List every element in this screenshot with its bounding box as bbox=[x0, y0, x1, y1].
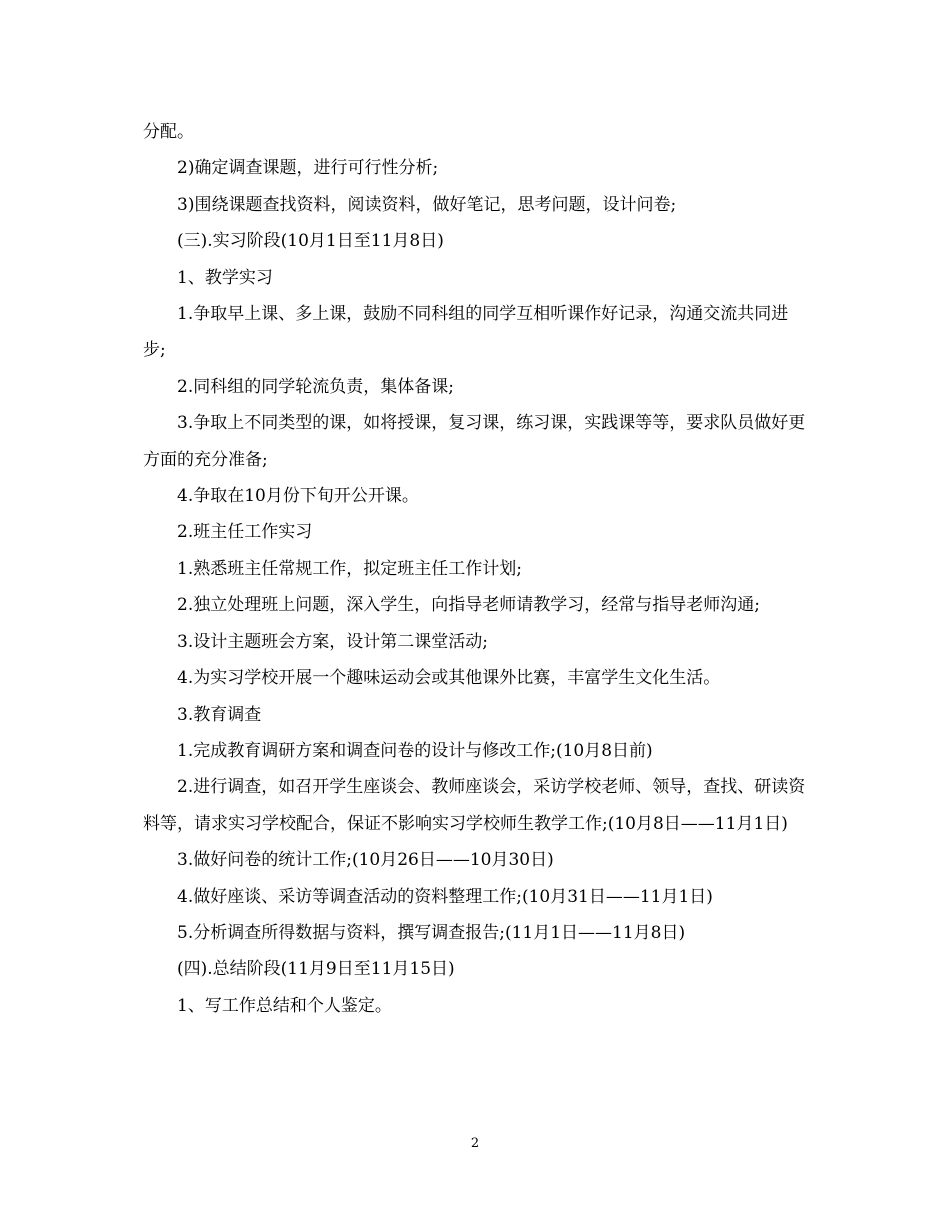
paragraph: 1.争取早上课、多上课，鼓励不同科组的同学互相听课作好记录，沟通交流共同进步; bbox=[143, 304, 789, 361]
subsection-heading: 1、教学实习 bbox=[177, 267, 273, 288]
paragraph: 4.做好座谈、采访等调查活动的资料整理工作;(10月31日——11月1日) bbox=[177, 886, 713, 907]
paragraph: 5.分析调查所得数据与资料，撰写调查报告;(11月1日——11月8日) bbox=[177, 922, 686, 943]
subsection-heading: 2.班主任工作实习 bbox=[177, 522, 313, 543]
paragraph: 2.独立处理班上问题，深入学生，向指导老师请教学习，经常与指导老师沟通; bbox=[177, 595, 760, 616]
paragraph: 4.为实习学校开展一个趣味运动会或其他课外比赛，丰富学生文化生活。 bbox=[177, 668, 721, 689]
paragraph: 1、写工作总结和个人鉴定。 bbox=[177, 995, 392, 1016]
paragraph: 3)围绕课题查找资料，阅读资料，做好笔记，思考问题，设计问卷; bbox=[177, 194, 677, 215]
section-heading: (三).实习阶段(10月1日至11月8日) bbox=[177, 231, 444, 252]
paragraph: 3.设计主题班会方案，设计第二课堂活动; bbox=[177, 631, 488, 652]
document-body bbox=[143, 114, 807, 1024]
paragraph: 2.同科组的同学轮流负责，集体备课; bbox=[177, 376, 454, 397]
paragraph: 4.争取在10月份下旬开公开课。 bbox=[177, 486, 419, 507]
paragraph: 分配。 bbox=[143, 122, 194, 142]
paragraph: 2.进行调查，如召开学生座谈会、教师座谈会，采访学校老师、领导，查找、研读资料等，请求实习学校配合，保证不影响实习学校师生教学工作;(10月8日——11月1日) bbox=[143, 777, 806, 834]
paragraph: 2)确定调查课题，进行可行性分析; bbox=[177, 158, 439, 179]
paragraph: 3.争取上不同类型的课，如将授课，复习课，练习课，实践课等等，要求队员做好更方面的充分准备; bbox=[143, 413, 806, 470]
paragraph: 1.熟悉班主任常规工作，拟定班主任工作计划; bbox=[177, 558, 522, 579]
page-number: 2 bbox=[470, 1136, 480, 1151]
paragraph: 1.完成教育调研方案和调查问卷的设计与修改工作;(10月8日前) bbox=[177, 740, 653, 761]
paragraph: 3.做好问卷的统计工作;(10月26日——10月30日) bbox=[177, 850, 554, 871]
section-heading: (四).总结阶段(11月9日至11月15日) bbox=[177, 959, 455, 980]
subsection-heading: 3.教育调查 bbox=[177, 704, 262, 725]
